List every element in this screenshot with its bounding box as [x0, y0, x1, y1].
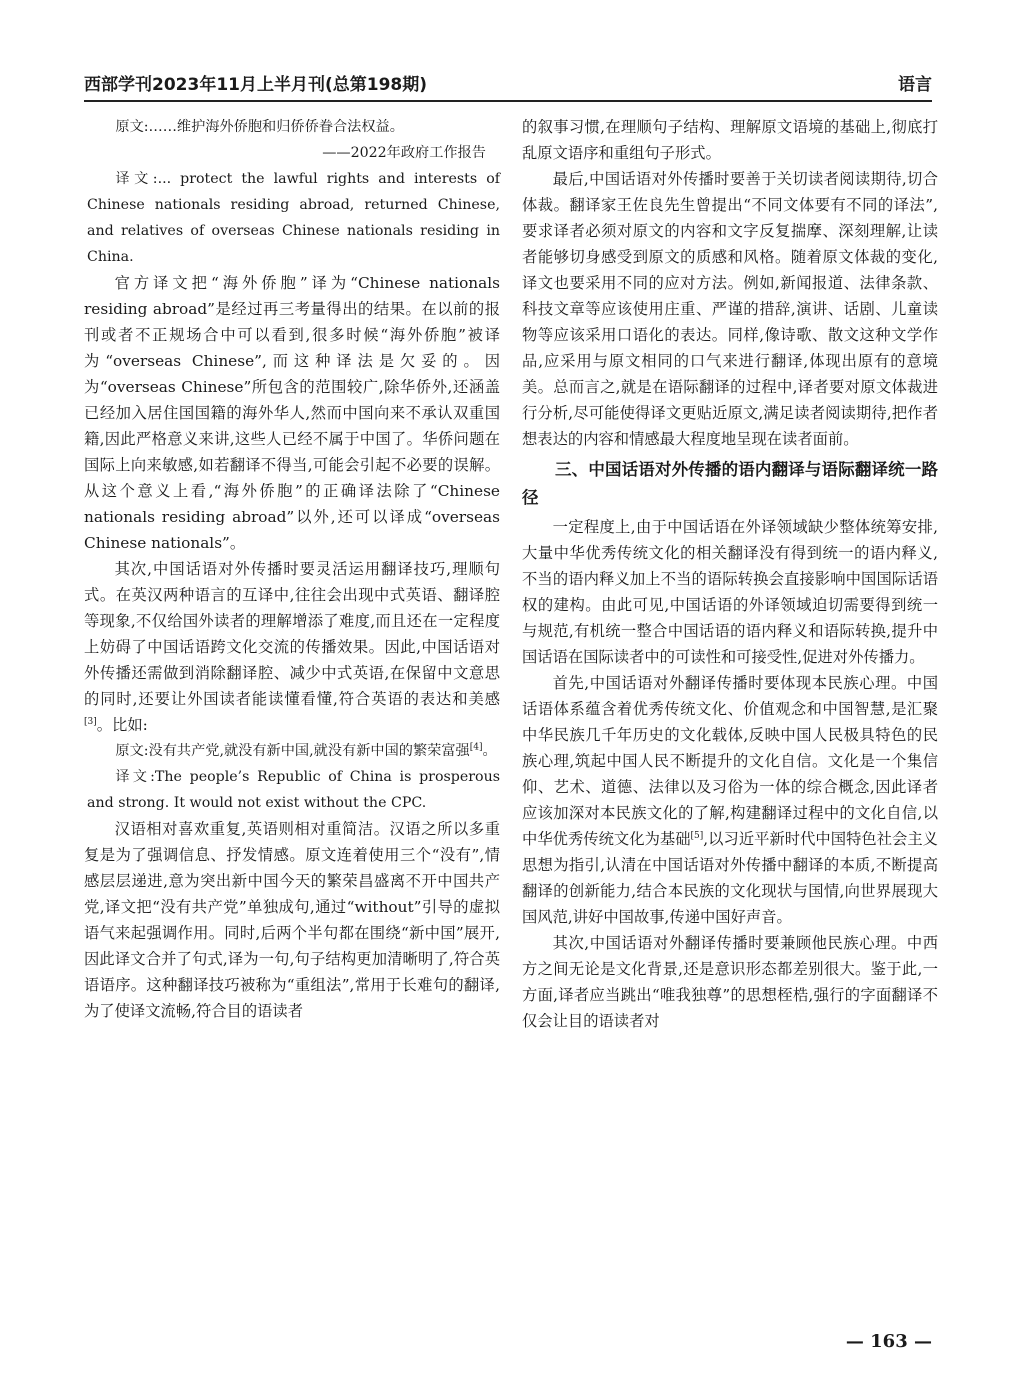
quote-translation: 译文:... protect the lawful rights and interests of Chinese nationals residing abroad, returned Chinese, and relatives of overseas Chinese nationals residing in China.	[87, 171, 500, 265]
running-header	[84, 70, 932, 96]
paragraph: 首先,中国话语对外翻译传播时要体现本民族心理。中国话语体系蕴含着优秀传统文化、价值观念和中国智慧,是汇聚中华民族几千年历史的文化载体,反映中国人民极具特色的民族心理,筑起中国人民不断提升的文化自信。文化是一个集信仰、艺术、道德、法律以及习俗为一体的综合概念,因此译者应该加深对本民族文化的了解,构建翻译过程中的文化自信,以中华优秀传统文化为基础[5],以习近平新时代中国特色社会主义思想为指引,认清在中国话语对外传播中翻译的本质,不断提高翻译的创新能力,结合本民族的文化现状与国情,向世界展现大国风范,讲好中国故事,传递中国好声音。	[522, 674, 938, 926]
paragraph: 的叙事习惯,在理顺句子结构、理解原文语境的基础上,彻底打乱原文语序和重组句子形式。	[522, 118, 938, 162]
quote-block-1	[84, 114, 500, 270]
quote-source: ——2022年政府工作报告	[322, 145, 486, 161]
paragraph: 汉语相对喜欢重复,英语则相对重简洁。汉语之所以多重复是为了强调信息、抒发情感。原文连着使用三个“没有”,情感层层递进,意为突出新中国今天的繁荣昌盛离不开中国共产党,译文把“没有共产党”单独成句,通过“without”引导的虚拟语气来起强调作用。同时,后两个半句都在围绕“新中国”展开,因此译文合并了句式,译为一句,句子结构更加清晰明了,符合英语语序。这种翻译技巧被称为“重组法”,常用于长难句的翻译,为了使译文流畅,符合目的语读者	[84, 820, 500, 1020]
paragraph: 其次,中国话语对外传播时要灵活运用翻译技巧,理顺句式。在英汉两种语言的互译中,往往会出现中式英语、翻译腔等现象,不仅给国外读者的理解增添了难度,而且还在一定程度上妨碍了中国话语跨文化交流的传播效果。因此,中国话语对外传播还需做到消除翻译腔、减少中式英语,在保留中文意思的同时,还要让外国读者能读懂看懂,符合英语的表达和美感[3]。比如:	[84, 560, 500, 734]
paragraph: 最后,中国话语对外传播时要善于关切读者阅读期待,切合体裁。翻译家王佐良先生曾提出“不同文体要有不同的译法”,要求译者必须对原文的内容和文字反复揣摩、深刻理解,让读者能够切身感受到原文的质感和风格。随着原文体裁的变化,译文也要采用不同的应对方法。例如,新闻报道、法律条款、科技文章等应该使用庄重、严谨的措辞,演讲、话剧、儿童读物等应该采用口语化的表达。同样,像诗歌、散文这种文学作品,应采用与原文相同的口气来进行翻译,体现出原有的意境美。总而言之,就是在语际翻译的过程中,译者要对原文体裁进行分析,尽可能使得译文更贴近原文,满足读者阅读期待,把作者想表达的内容和情感最大程度地呈现在读者面前。	[522, 170, 938, 448]
header-rule	[84, 100, 932, 102]
right-column	[522, 114, 938, 1034]
quote-translation: 译文:The people’s Republic of China is prosperous and strong. It would not exist without the CPC.	[87, 769, 500, 811]
quote-original: 原文:没有共产党,就没有新中国,就没有新中国的繁荣富强[4]。	[115, 742, 497, 759]
quote-block-2	[84, 738, 500, 816]
citation: [3]	[84, 716, 97, 727]
paragraph: 其次,中国话语对外翻译传播时要兼顾他民族心理。中西方之间无论是文化背景,还是意识形态都差别很大。鉴于此,一方面,译者应当跳出“唯我独尊”的思想桎梏,强行的字面翻译不仅会让目的语读者对	[522, 934, 938, 1030]
quote-original: 原文:……维护海外侨胞和归侨侨眷合法权益。	[115, 119, 404, 135]
left-column	[84, 114, 500, 1024]
citation: [4]	[469, 742, 483, 753]
section-heading: 三、中国话语对外传播的语内翻译与语际翻译统一路径	[522, 460, 938, 507]
paragraph: 官方译文把“海外侨胞”译为“Chinese nationals residing abroad”是经过再三考量得出的结果。在以前的报刊或者不正规场合中可以看到,很多时候“海外侨胞”被译为“overseas Chinese”,而这种译法是欠妥的。因为“overseas Chinese”所包含的范围较广,除华侨外,还涵盖已经加入居住国国籍的海外华人,然而中国向来不承认双重国籍,因此严格意义来讲,这些人已经不属于中国了。华侨问题在国际上向来敏感,如若翻译不得当,可能会引起不必要的误解。从这个意义上看,“海外侨胞”的正确译法除了“Chinese nationals residing abroad”以外,还可以译成“overseas Chinese nationals”。	[84, 274, 500, 552]
paragraph: 一定程度上,由于中国话语在外译领域缺少整体统筹安排,大量中华优秀传统文化的相关翻译没有得到统一的语内释义,不当的语内释义加上不当的语际转换会直接影响中国国际话语权的建构。由此可见,中国话语的外译领域迫切需要得到统一与规范,有机统一整合中国话语的语内释义和语际转换,提升中国话语在国际读者中的可读性和可接受性,促进对外传播力。	[522, 518, 938, 666]
journal-title: 西部学刊2023年11月上半月刊(总第198期)	[84, 75, 427, 95]
citation: [5]	[690, 830, 704, 841]
page-number: — 163 —	[845, 1331, 932, 1352]
section-name: 语言	[898, 75, 932, 95]
